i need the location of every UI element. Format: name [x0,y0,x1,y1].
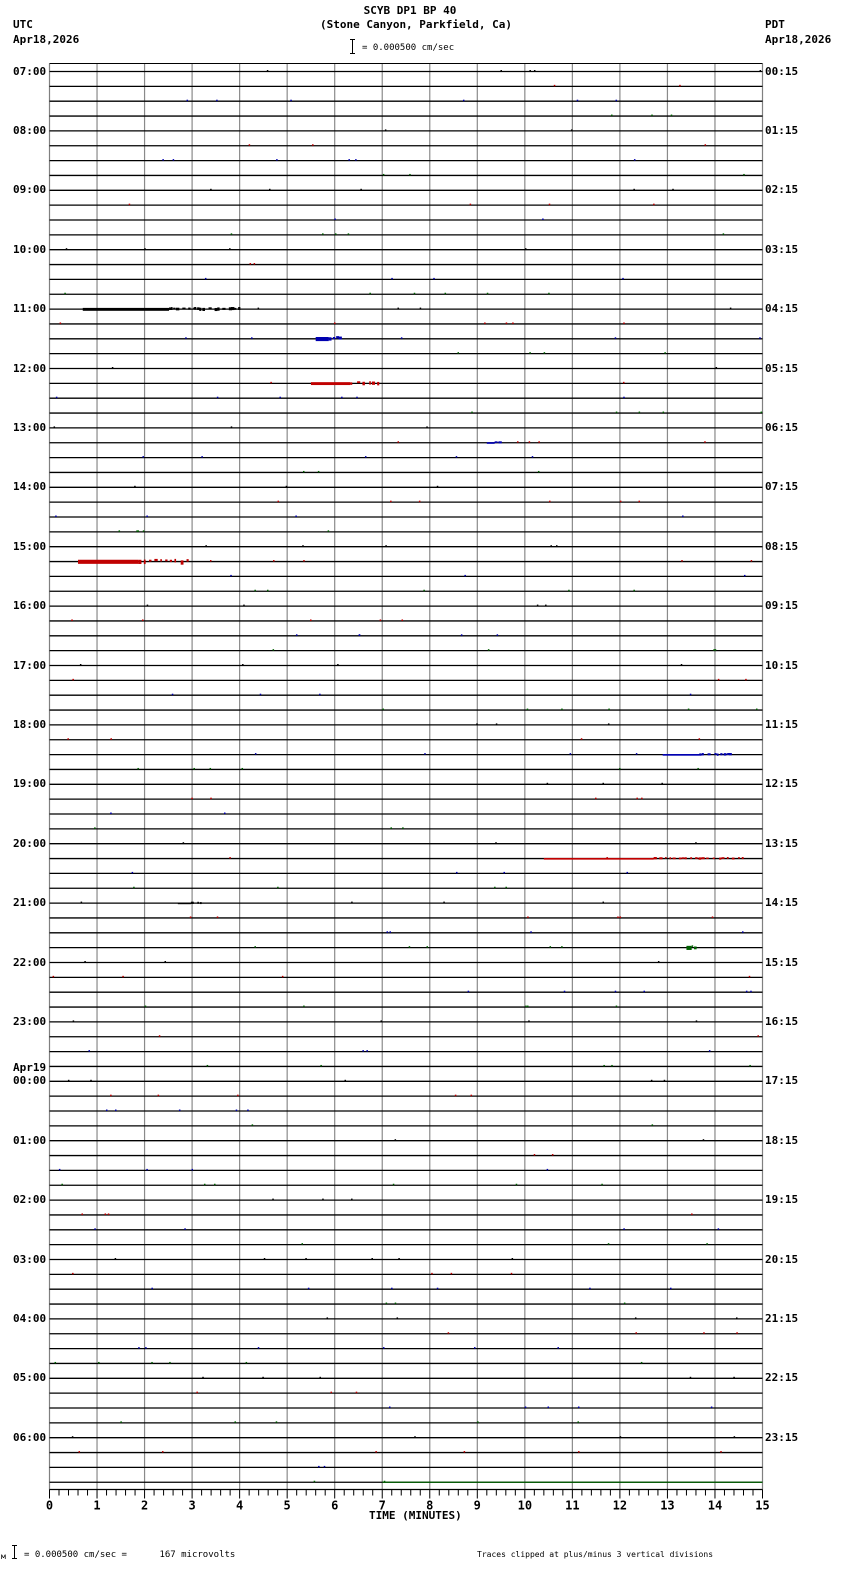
utc-hour-label: 04:00 [13,1311,47,1325]
pdt-hour-label: 08:15 [765,539,799,553]
pdt-hour-label: 06:15 [765,420,799,434]
utc-hour-label: 08:00 [13,123,47,137]
x-axis-label: TIME (MINUTES) [369,1509,462,1522]
scale-text: = 0.000500 cm/sec [362,43,455,53]
chart-title: SCYB DP1 BP 40 [363,4,457,17]
x-tick-label: 14 [707,1498,723,1513]
pdt-hour-label: 14:15 [765,896,799,910]
pdt-hour-label: 07:15 [765,480,799,494]
utc-hour-label: 17:00 [13,658,47,672]
utc-hour-label: 09:00 [13,183,47,197]
pdt-hour-label: 19:15 [765,1193,799,1207]
utc-hour-label: 00:00 [13,1074,47,1088]
pdt-date: Apr18,2026 [765,33,832,46]
x-tick-label: 1 [93,1498,101,1513]
utc-hour-label: 16:00 [13,599,47,613]
pdt-hour-label: 11:15 [765,717,799,731]
utc-hour-label: 22:00 [13,955,47,969]
utc-label: UTC [13,18,33,31]
pdt-hour-label: 10:15 [765,658,799,672]
pdt-hour-label: 13:15 [765,836,799,850]
pdt-hour-label: 00:15 [765,64,799,78]
pdt-hour-label: 18:15 [765,1133,799,1147]
x-tick-label: 2 [140,1498,149,1513]
x-tick-label: 9 [473,1498,481,1513]
pdt-hour-label: 02:15 [765,183,799,197]
utc-hour-label: 06:00 [13,1430,47,1444]
x-tick-label: 4 [236,1498,244,1513]
utc-hour-label: 20:00 [13,836,47,850]
footer-scale-bar-icon [14,1545,20,1559]
utc-hour-label: 12:00 [13,361,47,375]
pdt-hour-label: 04:15 [765,302,799,316]
footer-scale-text: = 0.000500 cm/sec = 167 microvolts [24,1550,236,1560]
utc-hour-label: 19:00 [13,777,47,791]
x-tick-label: 12 [612,1498,628,1513]
x-tick-label: 10 [517,1498,533,1513]
x-tick-label: 0 [45,1498,54,1513]
x-tick-label: 5 [283,1498,291,1513]
utc-hour-label: 05:00 [13,1371,47,1385]
utc-hour-label: 02:00 [13,1193,47,1207]
x-tick-label: 3 [188,1498,196,1513]
utc-hour-label: 11:00 [13,302,47,316]
pdt-hour-label: 22:15 [765,1371,799,1385]
footer-prefix: м [1,1552,6,1561]
pdt-hour-label: 15:15 [765,955,799,969]
clip-note: Traces clipped at plus/minus 3 vertical divisions [477,1550,714,1559]
utc-hour-label: 18:00 [13,717,47,731]
x-tick-label: 7 [378,1498,386,1513]
pdt-hour-label: 21:15 [765,1311,799,1325]
pdt-hour-label: 23:15 [765,1430,799,1444]
pdt-hour-label: 03:15 [765,242,799,256]
utc-hour-label: 13:00 [13,420,47,434]
utc-hour-label: 10:00 [13,242,47,256]
pdt-hour-label: 17:15 [765,1074,799,1088]
x-tick-label: 8 [426,1498,434,1513]
chart-subtitle: (Stone Canyon, Parkfield, Ca) [319,18,513,31]
x-tick-label: 6 [331,1498,339,1513]
pdt-hour-label: 01:15 [765,123,799,137]
pdt-hour-label: 20:15 [765,1252,799,1266]
date-change-label: Apr19 [13,1061,47,1074]
utc-hour-label: 21:00 [13,896,47,910]
pdt-label: PDT [765,18,785,31]
x-tick-label: 15 [755,1498,770,1513]
utc-hour-label: 07:00 [13,64,47,78]
pdt-hour-label: 12:15 [765,777,799,791]
pdt-hour-label: 05:15 [765,361,799,375]
utc-hour-label: 14:00 [13,480,47,494]
pdt-hour-label: 09:15 [765,599,799,613]
utc-hour-label: 03:00 [13,1252,47,1266]
x-tick-label: 13 [660,1498,675,1513]
utc-date: Apr18,2026 [13,33,80,46]
x-tick-label: 11 [565,1498,580,1513]
pdt-hour-label: 16:15 [765,1014,799,1028]
utc-hour-label: 15:00 [13,539,47,553]
utc-hour-label: 01:00 [13,1133,47,1147]
utc-hour-label: 23:00 [13,1014,47,1028]
